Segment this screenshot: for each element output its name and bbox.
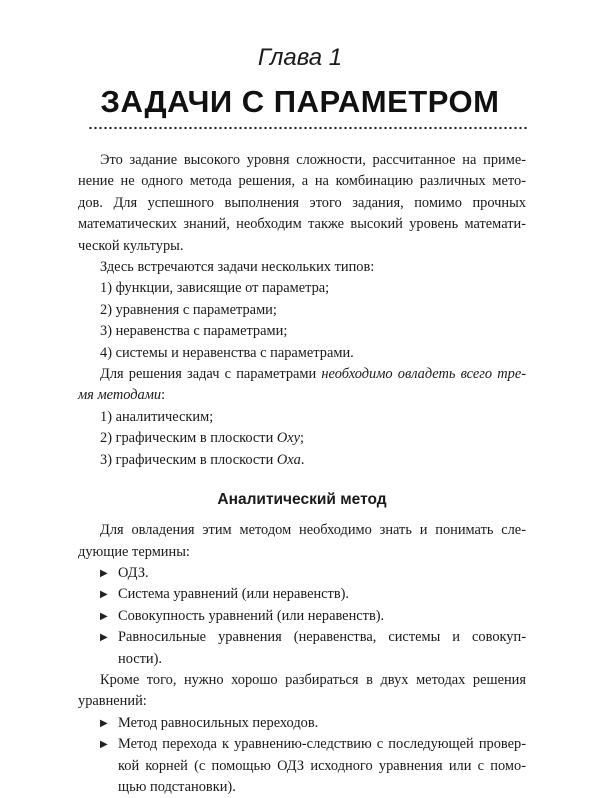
colon: : [161, 387, 166, 404]
chapter-title: ЗАДАЧИ С ПАРАМЕТРОМ [100, 84, 500, 119]
intro-line: ческой культуры. [78, 237, 184, 254]
term-item [78, 563, 526, 584]
method-item-text: 3) графическим в плоскости [100, 451, 277, 468]
solve-method-cont: щью подстановки). [118, 778, 236, 795]
bullet-icon: ▶ [100, 610, 108, 622]
term-text: ОДЗ. [118, 564, 149, 581]
term-text: Равносильные уравнения (неравенства, системы и совокуп- [118, 629, 526, 646]
chapter-heading: Глава 1 [257, 44, 343, 71]
intro-line: математических знаний, необходим также высокий уровень математи- [78, 216, 526, 233]
term-item-cont: ности). [118, 650, 163, 667]
section-title: Аналитический метод [217, 491, 387, 509]
more-text: Кроме того, нужно хорошо разбираться в двух методах решения [100, 671, 526, 688]
method-item-text: 2) графическим в плоскости [100, 430, 277, 447]
bullet-icon: ▶ [100, 739, 108, 751]
dotted-divider [88, 126, 528, 130]
solve-method-item [78, 734, 526, 755]
period: . [300, 451, 305, 468]
term-item [78, 627, 526, 648]
methods-intro [78, 364, 526, 385]
method-item: 1) аналитическим; [100, 408, 214, 425]
semicolon: ; [300, 430, 305, 447]
method-item [78, 450, 526, 471]
bullet-icon: ▶ [100, 717, 108, 729]
type-item: 2) уравнения с параметрами; [100, 301, 277, 318]
methods-intro-emphasis: необходимо овладеть всего тре- [321, 366, 527, 383]
solve-method-cont: кой корней (с помощью ОДЗ исходного уравнения или с помо- [118, 757, 526, 774]
bullet-icon: ▶ [100, 567, 108, 579]
intro-line: дов. Для успешного выполнения этого задания, помимо прочных [78, 194, 526, 211]
analytic-intro: Для овладения этим методом необходимо знать и понимать сле- [100, 522, 526, 539]
intro-line: Это задание высокого уровня сложности, рассчитанное на приме- [100, 152, 526, 168]
methods-intro-text: Для решения задач с параметрами [100, 366, 322, 383]
more-text: уравнений: [78, 693, 147, 710]
plane-oxa: Oxa [276, 451, 301, 468]
types-intro: Здесь встречаются задачи нескольких типов: [100, 259, 375, 276]
bullet-icon: ▶ [100, 589, 108, 601]
term-text: Совокупность уравнений (или неравенств). [118, 607, 385, 624]
term-item [78, 584, 526, 605]
solve-method-text: Метод перехода к уравнению-следствию с последующей провер- [118, 736, 526, 753]
intro-line: нение не одного метода решения, а на комбинацию различных мето- [78, 173, 526, 190]
type-item: 3) неравенства с параметрами; [100, 323, 288, 340]
type-item: 4) системы и неравенства с параметрами. [100, 344, 354, 361]
analytic-intro: дующие термины: [78, 543, 190, 560]
body-text [78, 150, 526, 798]
solve-method-text: Метод равносильных переходов. [118, 714, 319, 731]
term-text: Система уравнений (или неравенств). [118, 586, 350, 603]
term-item [78, 606, 526, 627]
methods-intro-emphasis: мя методами [78, 387, 162, 404]
bullet-icon: ▶ [100, 632, 108, 644]
methods-intro-cont [78, 385, 526, 406]
plane-oxy: Oxy [276, 430, 301, 447]
type-item: 1) функции, зависящие от параметра; [100, 280, 330, 297]
solve-method-item [78, 713, 526, 734]
method-item [78, 428, 526, 449]
